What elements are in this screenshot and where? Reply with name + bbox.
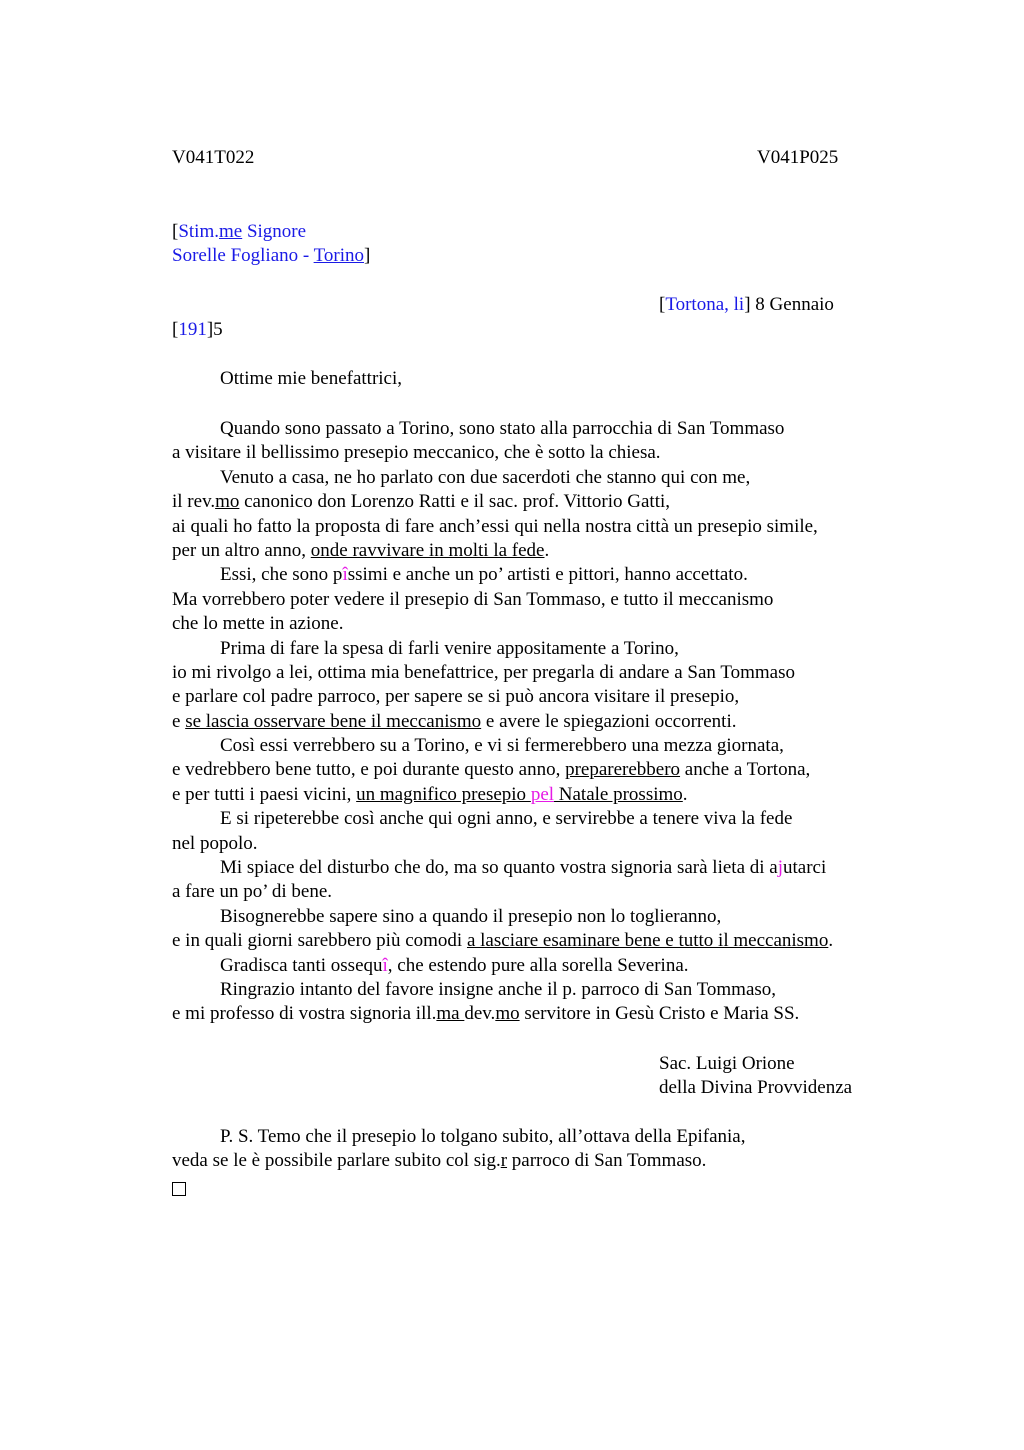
- body-line: Quando sono passato a Torino, sono stato alla parrocchia di San Tommaso: [220, 418, 785, 439]
- salutation: Ottime mie benefattrici,: [220, 368, 403, 389]
- body-line: Essi, che sono pîssimi e anche un po’ artisti e pittori, hanno accettato.: [220, 564, 748, 586]
- body-line: per un altro anno, onde ravvivare in molti la fede.: [172, 539, 550, 561]
- body-line: Ma vorrebbero poter vedere il presepio di San Tommaso, e tutto il meccanismo: [172, 588, 774, 610]
- empty-square-icon: [172, 1182, 186, 1196]
- body-line: nel popolo.: [172, 832, 258, 854]
- body-line: Venuto a casa, ne ho parlato con due sacerdoti che stanno qui con me,: [220, 466, 751, 488]
- signature-title: della Divina Provvidenza: [659, 1077, 853, 1099]
- signature-name: Sac. Luigi Orione: [659, 1053, 795, 1074]
- postscript-line: P. S. Temo che il presepio lo tolgano subito, all’ottava della Epifania,: [220, 1126, 746, 1147]
- body-line: ai quali ho fatto la proposta di fare anch’essi qui nella nostra città un presepio simile,: [172, 515, 818, 537]
- body-line: e vedrebbero bene tutto, e poi durante questo anno, preparerebbero anche a Tortona,: [172, 759, 811, 781]
- postscript: [172, 1125, 745, 1198]
- letter-date: [Tortona, li] 8 Gennaio: [659, 294, 834, 315]
- recipient-address-line2: Sorelle Fogliano - Torino]: [172, 245, 371, 266]
- body-line: a visitare il bellissimo presepio meccanico, che è sotto la chiesa.: [172, 442, 661, 464]
- body-line: a fare un po’ di bene.: [172, 881, 333, 903]
- end-marker: [172, 1174, 745, 1198]
- letter-year: [191]5: [172, 319, 223, 340]
- body-line: Mi spiace del disturbo che do, ma so quanto vostra signoria sarà lieta di ajutarci: [220, 857, 827, 879]
- body-line: e in quali giorni sarebbero più comodi a lasciare esaminare bene e tutto il meccanismo.: [172, 930, 834, 952]
- body-line: Bisognerebbe sapere sino a quando il presepio non lo toglieranno,: [220, 905, 722, 927]
- body-line: e parlare col padre parroco, per sapere se si può ancora visitare il presepio,: [172, 686, 740, 708]
- body-line: Gradisca tanti ossequî, che estendo pure alla sorella Severina.: [220, 954, 689, 976]
- body-line: Prima di fare la spesa di farli venire appositamente a Torino,: [220, 637, 679, 659]
- body-line: il rev.mo canonico don Lorenzo Ratti e il sac. prof. Vittorio Gatti,: [172, 491, 671, 513]
- postscript-line: veda se le è possibile parlare subito col sig.r parroco di San Tommaso.: [172, 1150, 707, 1172]
- document-code-right: V041P025: [757, 147, 839, 168]
- body-line: che lo mette in azione.: [172, 613, 344, 635]
- recipient-address: [Stim.me Signore: [172, 221, 307, 242]
- body-line: E si ripeterebbe così anche qui ogni anno, e servirebbe a tenere viva la fede: [220, 808, 793, 830]
- body-line: io mi rivolgo a lei, ottima mia benefattrice, per pregarla di andare a San Tommaso: [172, 661, 795, 683]
- letter-body: [172, 417, 912, 1027]
- document-code-left: V041T022: [172, 147, 255, 168]
- body-line: e se lascia osservare bene il meccanismo e avere le spiegazioni occorrenti.: [172, 710, 737, 732]
- body-line: e mi professo di vostra signoria ill.ma dev.mo servitore in Gesù Cristo e Maria SS.: [172, 1003, 800, 1025]
- body-line: e per tutti i paesi vicini, un magnifico presepio pel Natale prossimo.: [172, 783, 688, 805]
- signature-block: [659, 1052, 852, 1101]
- body-line: Così essi verrebbero su a Torino, e vi si fermerebbero una mezza giornata,: [220, 735, 784, 757]
- body-line: Ringrazio intanto del favore insigne anche il p. parroco di San Tommaso,: [220, 978, 777, 1000]
